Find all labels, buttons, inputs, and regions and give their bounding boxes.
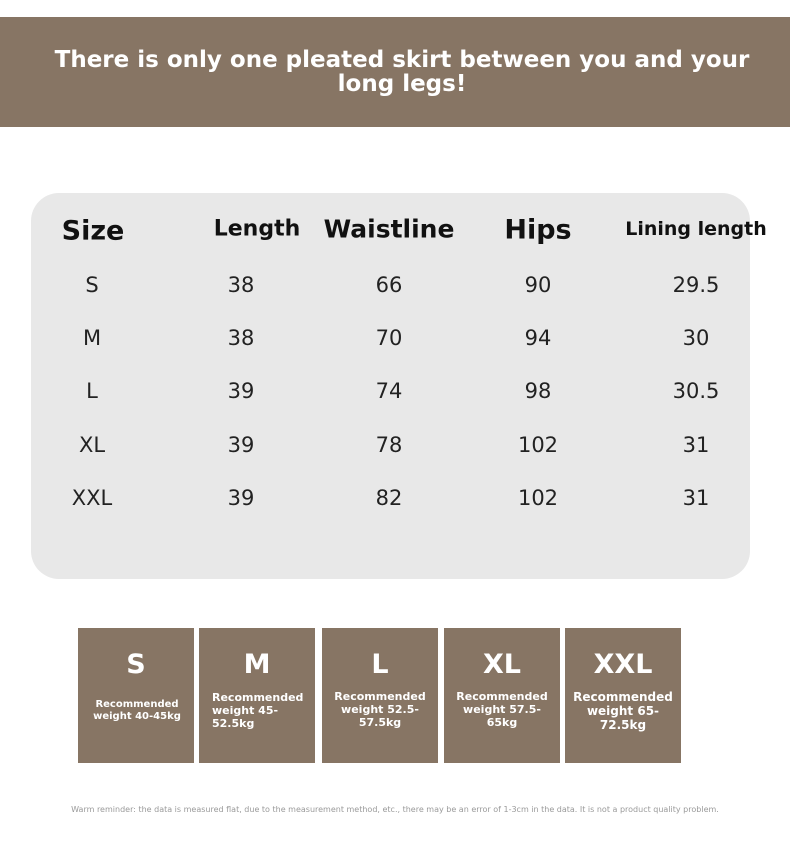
table-cell-hips: 90 — [524, 273, 552, 297]
table-cell-lining-length: 29.5 — [672, 273, 720, 297]
weight-card-size: S — [126, 649, 146, 680]
table-cell-hips: 102 — [517, 486, 559, 510]
weight-card-s — [78, 628, 194, 763]
table-cell-lining-length: 30 — [682, 326, 710, 350]
weight-card-m — [199, 628, 315, 763]
table-cell-length: 39 — [227, 486, 255, 510]
weight-card-text: Recommended weight 40-45kg — [93, 699, 181, 722]
weight-card-l — [322, 628, 438, 763]
table-cell-size: XL — [78, 433, 106, 457]
table-cell-waistline: 70 — [375, 326, 403, 350]
table-cell-size: L — [86, 379, 98, 403]
weight-card-xl — [444, 628, 560, 763]
table-cell-waistline: 82 — [375, 486, 403, 510]
header-size: Size — [61, 215, 125, 247]
weight-card-size: XL — [482, 649, 522, 680]
header-lining-length: Lining length — [625, 218, 767, 240]
banner-title: There is only one pleated skirt between you and your long legs! — [54, 47, 750, 97]
weight-card-text: Recommended weight 57.5-65kg — [456, 690, 548, 729]
weight-card-text: Recommended weight 45-52.5kg — [212, 691, 304, 730]
table-cell-hips: 102 — [517, 433, 559, 457]
table-cell-lining-length: 31 — [682, 486, 710, 510]
header-waistline: Waistline — [323, 214, 455, 244]
weight-card-text: Recommended weight 65-72.5kg — [573, 690, 673, 732]
table-cell-hips: 94 — [524, 326, 552, 350]
table-cell-size: M — [82, 326, 102, 350]
table-cell-length: 38 — [227, 273, 255, 297]
table-cell-waistline: 66 — [375, 273, 403, 297]
table-cell-lining-length: 31 — [682, 433, 710, 457]
weight-card-size: M — [243, 649, 271, 680]
header-length: Length — [213, 216, 301, 242]
footer-note: Warm reminder: the data is measured flat, due to the measurement method, etc., there may be an error of 1-3cm in the data. It is not a product quality problem. — [71, 805, 719, 814]
size-chart-card — [31, 193, 767, 579]
weight-card-size: XXL — [593, 649, 653, 680]
weight-card-size: L — [371, 649, 389, 680]
table-cell-length: 39 — [227, 379, 255, 403]
table-cell-size: S — [85, 273, 99, 297]
weight-card-xxl — [565, 628, 681, 763]
table-cell-waistline: 74 — [375, 379, 403, 403]
table-cell-hips: 98 — [524, 379, 552, 403]
table-cell-lining-length: 30.5 — [672, 379, 720, 403]
table-cell-waistline: 78 — [375, 433, 403, 457]
weight-card-text: Recommended weight 52.5-57.5kg — [334, 690, 426, 729]
table-cell-length: 39 — [227, 433, 255, 457]
header-hips: Hips — [504, 214, 572, 246]
table-cell-size: XXL — [71, 486, 113, 510]
header-banner — [0, 17, 790, 127]
table-cell-length: 38 — [227, 326, 255, 350]
